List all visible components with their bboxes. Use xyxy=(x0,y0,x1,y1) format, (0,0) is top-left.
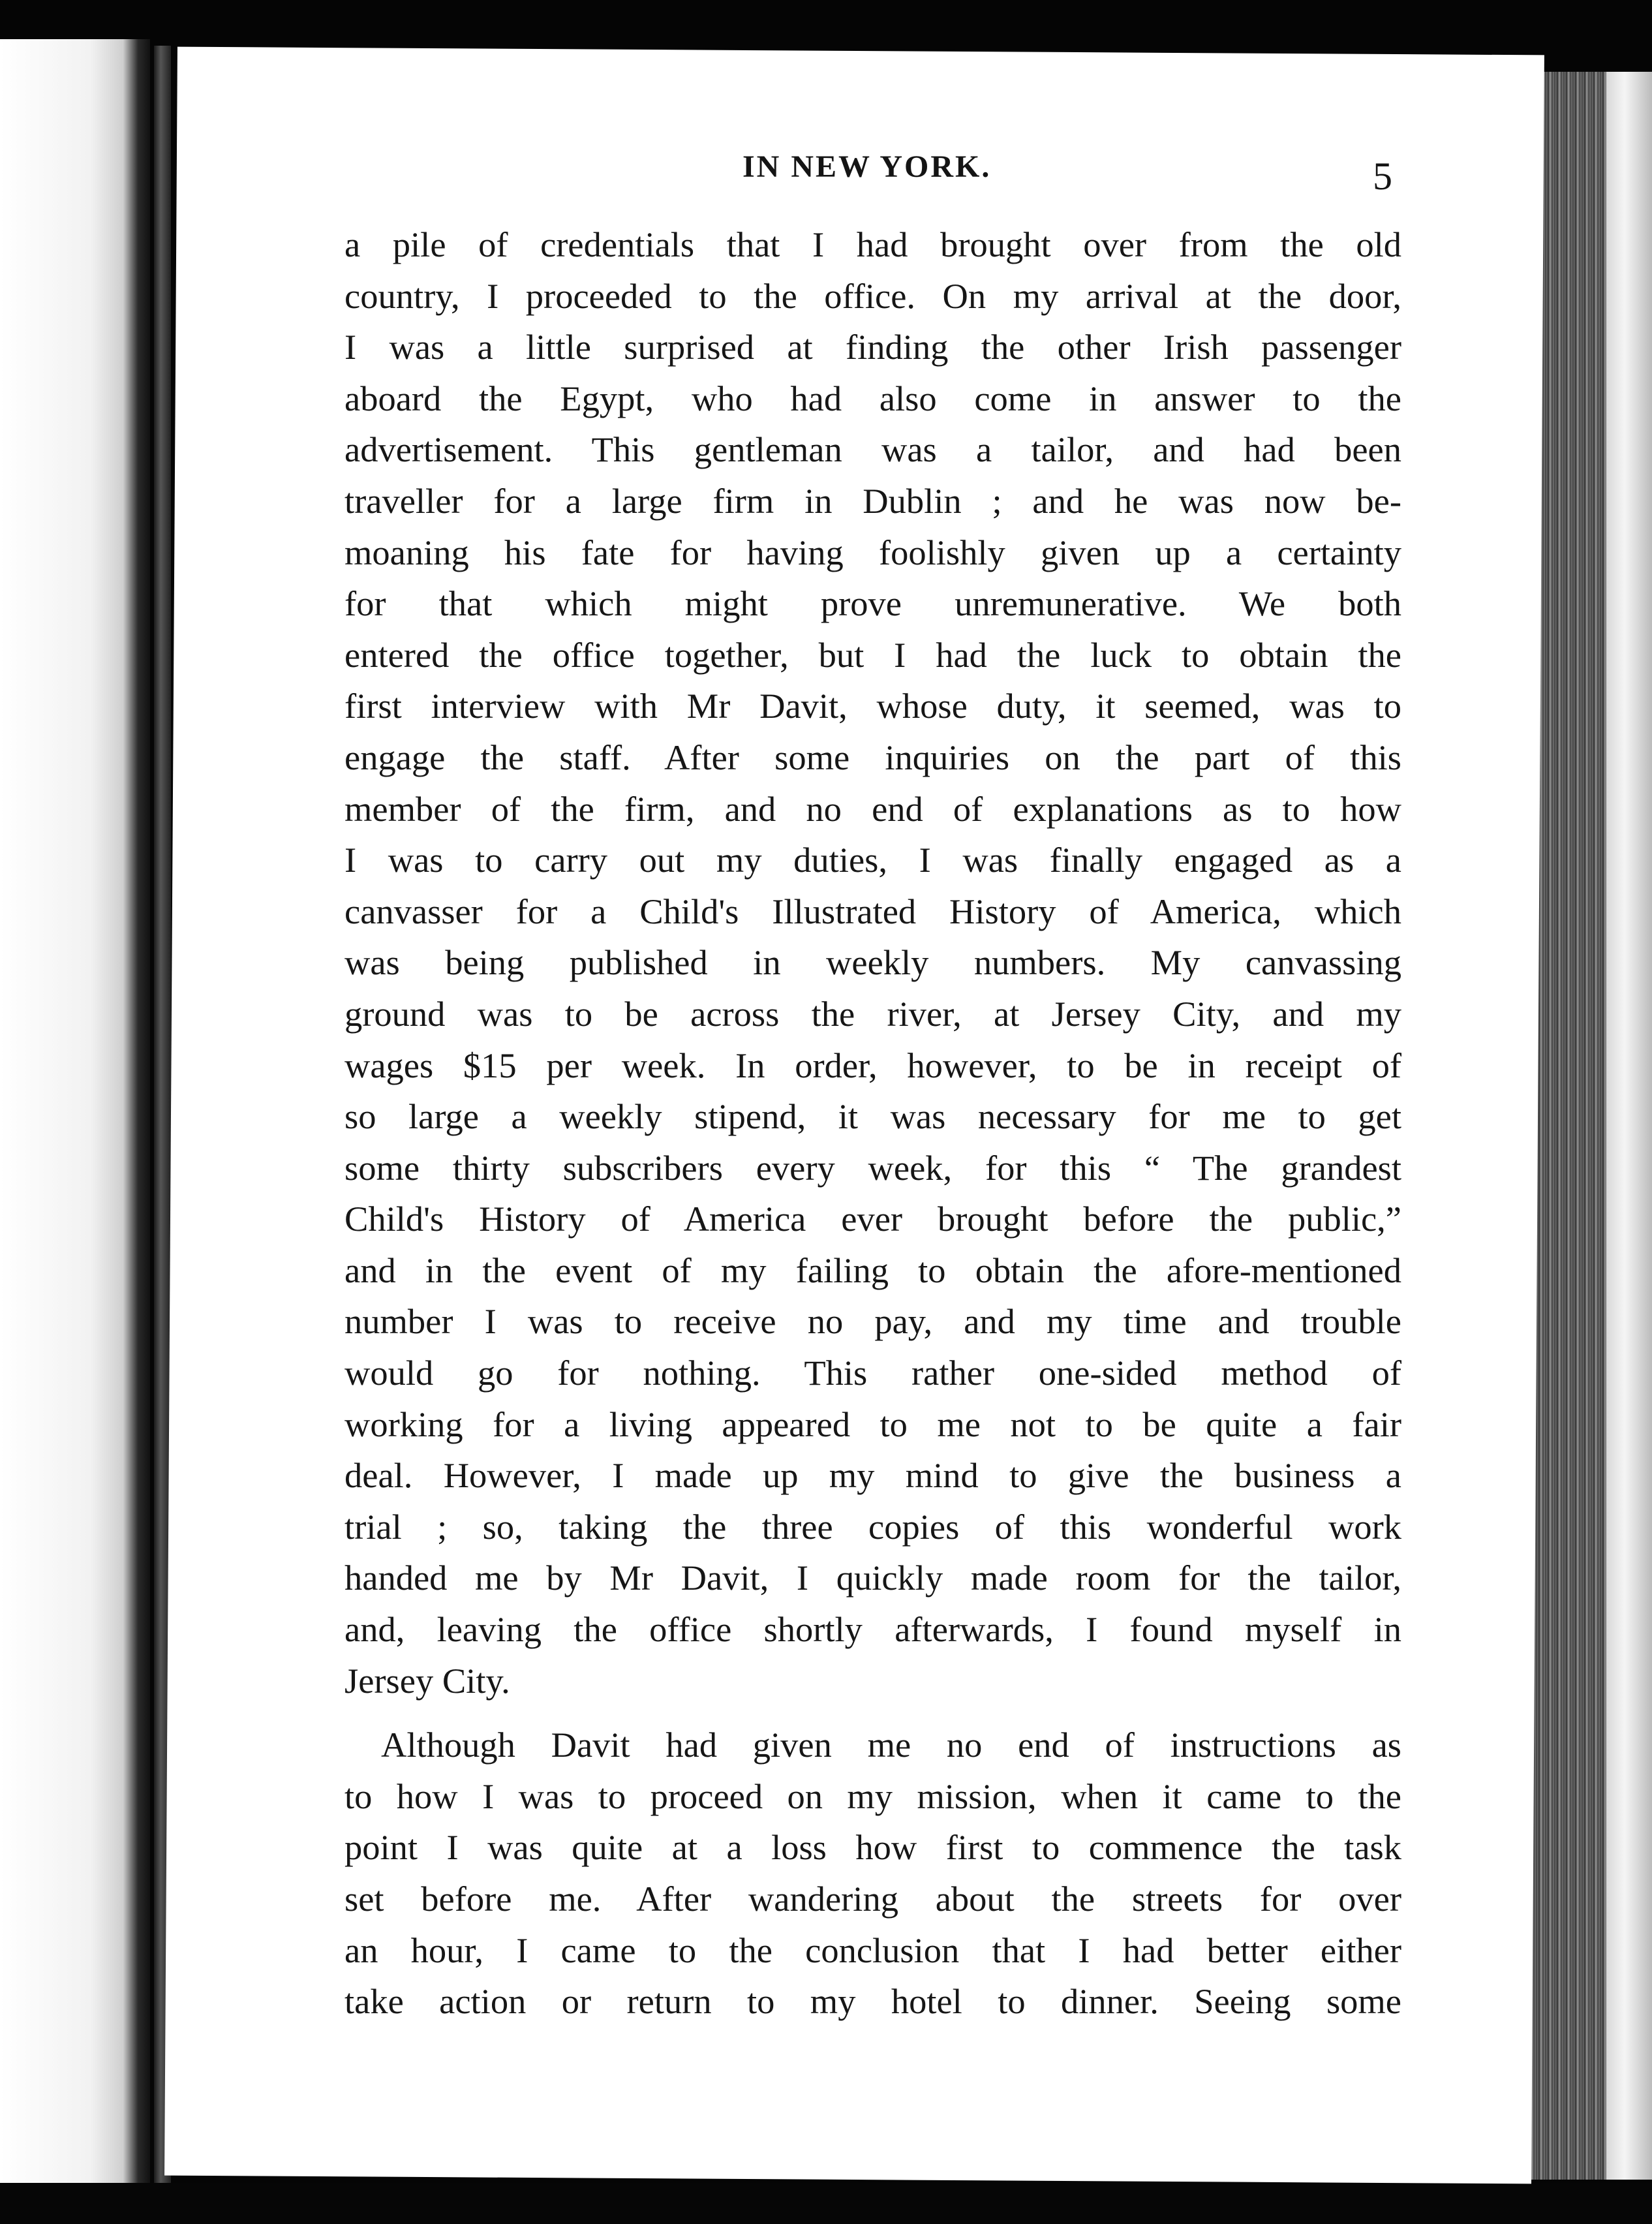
text-line: moaning his fate for having foolishly given up a certainty xyxy=(344,532,1401,572)
text-line: number I was to receive no pay, and my time and trouble xyxy=(344,1301,1401,1342)
text-line: would go for nothing. This rather one-sided method of xyxy=(344,1353,1401,1393)
text-line: for that which might prove unremunerative. We both xyxy=(344,583,1401,624)
paragraph-gap xyxy=(344,1707,1401,1720)
text-line: advertisement. This gentleman was a tailor, and had been xyxy=(344,429,1401,470)
text-line: engage the staff. After some inquiries on the part of this xyxy=(344,737,1401,777)
text-line: Jersey City. xyxy=(344,1660,510,1701)
text-line: Child's History of America ever brought before the public,” xyxy=(344,1199,1401,1239)
text-line: so large a weekly stipend, it was necessary for me to get xyxy=(344,1096,1401,1137)
text-line: entered the office together, but I had the luck to obtain the xyxy=(344,634,1401,675)
text-line: and in the event of my failing to obtain the afore-mentioned xyxy=(344,1250,1401,1290)
text-line: traveller for a large firm in Dublin ; and he was now be- xyxy=(344,480,1401,521)
running-head: IN NEW YORK. xyxy=(742,149,992,184)
text-line: was being published in weekly numbers. My canvassing xyxy=(344,942,1401,983)
text-line: take action or return to my hotel to dinner. Seeing some xyxy=(344,1981,1401,2022)
text-line: aboard the Egypt, who had also come in answer to the xyxy=(344,378,1401,418)
body-text xyxy=(344,219,1401,2028)
text-line: working for a living appeared to me not to be quite a fair xyxy=(344,1404,1401,1444)
text-line: I was a little surprised at finding the other Irish passenger xyxy=(344,327,1401,367)
text-line: first interview with Mr Davit, whose duty, it seemed, was to xyxy=(344,686,1401,726)
text-line: deal. However, I made up my mind to give the business a xyxy=(344,1455,1401,1496)
text-line: some thirty subscribers every week, for this “ The grandest xyxy=(344,1147,1401,1188)
page-edge-shade xyxy=(1606,72,1652,2180)
text-line: point I was quite at a loss how first to commence the task xyxy=(344,1827,1401,1868)
text-line: Although Davit had given me no end of instructions as xyxy=(381,1725,1401,1765)
text-line: trial ; so, taking the three copies of this wonderful work xyxy=(344,1506,1401,1547)
page-number: 5 xyxy=(1373,155,1392,198)
facing-page-gutter xyxy=(0,39,150,2186)
text-line: handed me by Mr Davit, I quickly made room for the tailor, xyxy=(344,1558,1401,1598)
text-line: set before me. After wandering about the streets for over xyxy=(344,1879,1401,1919)
text-line: member of the firm, and no end of explanations as to how xyxy=(344,788,1401,829)
text-line: I was to carry out my duties, I was finally engaged as a xyxy=(344,840,1401,880)
text-line: and, leaving the office shortly afterwards, I found myself in xyxy=(344,1609,1401,1650)
bottom-scan-border xyxy=(0,2183,1652,2224)
text-line: to how I was to proceed on my mission, when it came to the xyxy=(344,1776,1401,1816)
text-line: country, I proceeded to the office. On my arrival at the door, xyxy=(344,275,1401,316)
text-line: ground was to be across the river, at Jersey City, and my xyxy=(344,993,1401,1034)
text-line: wages $15 per week. In order, however, to be in receipt of xyxy=(344,1045,1401,1085)
text-line: a pile of credentials that I had brought over from the old xyxy=(344,224,1401,264)
text-line: canvasser for a Child's Illustrated History of America, which xyxy=(344,891,1401,931)
text-line: an hour, I came to the conclusion that I had better either xyxy=(344,1930,1401,1970)
